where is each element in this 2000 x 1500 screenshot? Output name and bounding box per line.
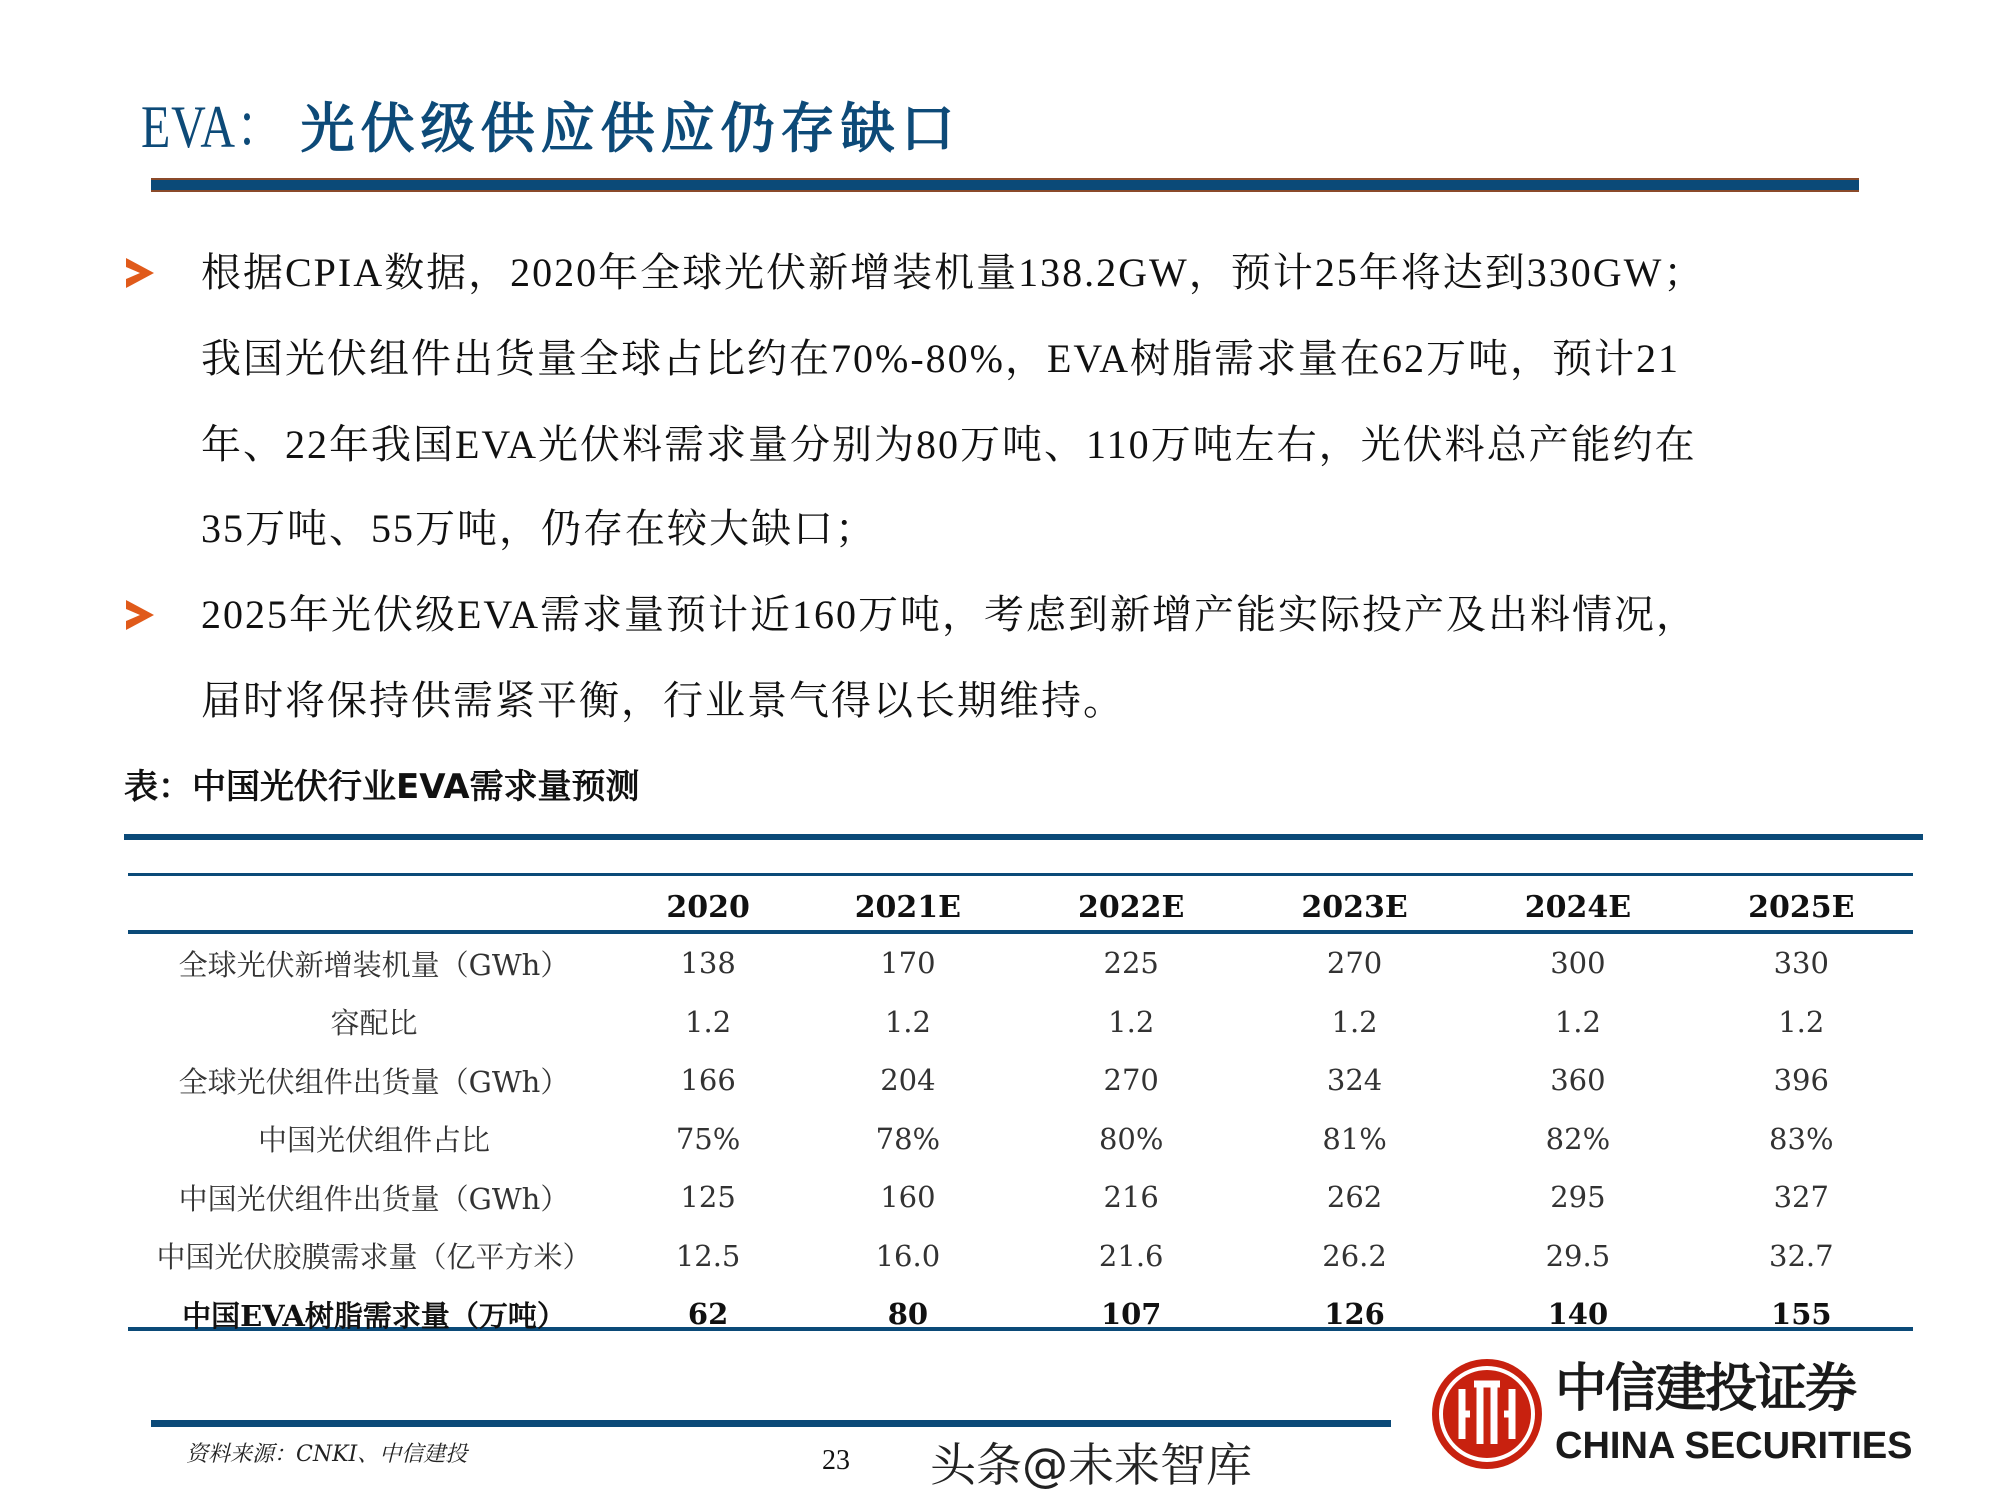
row-label: 中国EVA树脂需求量（万吨） <box>182 1298 566 1333</box>
table-cell: 262 <box>1326 1180 1383 1215</box>
table-cell: 78% <box>875 1121 941 1156</box>
table-cell: 155 <box>1771 1297 1832 1332</box>
table-cell: 12.5 <box>675 1238 741 1273</box>
table-cell: 32.7 <box>1769 1238 1834 1273</box>
table-row <box>128 1051 1913 1110</box>
logo-name-en: CHINA SECURITIES <box>1555 1425 1913 1467</box>
title-main: 光伏级供应供应仍存缺口 <box>300 97 961 160</box>
row-label: 全球光伏组件出货量（GWh） <box>178 1064 570 1099</box>
header-cell <box>128 880 620 934</box>
table-cell: 270 <box>1103 1063 1159 1098</box>
table-cell: 327 <box>1773 1180 1829 1215</box>
table-cell: 300 <box>1550 946 1606 981</box>
table-cell: 295 <box>1550 1180 1606 1215</box>
footer-divider <box>151 1420 1391 1427</box>
bullet-arrow-icon <box>126 600 154 630</box>
bullet-1-line-1: 根据CPIA数据，2020年全球光伏新增装机量138.2GW，预计25年将达到330GW； <box>201 250 1706 295</box>
table-row <box>128 1285 1913 1344</box>
table-cell: 62 <box>687 1297 729 1332</box>
row-label: 中国光伏组件出货量（GWh） <box>178 1181 570 1216</box>
title-prefix: EVA： <box>141 94 285 160</box>
table-row <box>128 934 1913 993</box>
table-cell: 81% <box>1322 1121 1387 1156</box>
table-row <box>128 1110 1913 1169</box>
header-cell: 2021E <box>854 889 962 925</box>
table-cell: 1.2 <box>1554 1004 1601 1039</box>
table-header-row <box>128 880 1913 934</box>
header-cell: 2025E <box>1748 889 1855 925</box>
logo-name-cn: 中信建投证券 <box>1555 1358 1856 1419</box>
table-cell: 324 <box>1326 1063 1383 1098</box>
bullet-2-line-2: 届时将保持供需紧平衡，行业景气得以长期维持。 <box>201 678 1125 723</box>
caption-divider <box>124 834 1923 840</box>
table-top-rule <box>128 873 1913 876</box>
table-cell: 26.2 <box>1322 1238 1387 1273</box>
table-cell: 75% <box>675 1121 741 1156</box>
table-cell: 107 <box>1100 1297 1162 1332</box>
watermark: 头条@未来智库 <box>930 1438 1252 1492</box>
table-cell: 330 <box>1773 946 1829 981</box>
bullet-arrow-icon <box>126 258 154 288</box>
citic-logo-icon <box>1432 1359 1542 1469</box>
header-cell: 2022E <box>1078 889 1185 925</box>
bullet-1-line-4: 35万吨、55万吨，仍存在较大缺口； <box>201 506 877 551</box>
table-row <box>128 993 1913 1052</box>
row-label: 中国光伏胶膜需求量（亿平方米） <box>156 1240 592 1275</box>
table-cell: 138 <box>680 946 736 981</box>
page-title <box>141 92 961 164</box>
table-cell: 82% <box>1545 1121 1611 1156</box>
table-row <box>128 1168 1913 1227</box>
row-label: 全球光伏新增装机量（GWh） <box>178 947 570 982</box>
table-cell: 16.0 <box>875 1238 941 1273</box>
bullet-1-line-3: 年、22年我国EVA光伏料需求量分别为80万吨、110万吨左右，光伏料总产能约在 <box>201 422 1697 467</box>
table-cell: 1.2 <box>884 1004 931 1039</box>
bullet-2-line-1: 2025年光伏级EVA需求量预计近160万吨，考虑到新增产能实际投产及出料情况， <box>201 592 1699 637</box>
table-caption: 表：中国光伏行业EVA需求量预测 <box>124 767 640 807</box>
row-label: 容配比 <box>330 1006 418 1041</box>
eva-demand-table <box>128 880 1913 1344</box>
table-cell: 29.5 <box>1545 1238 1611 1273</box>
table-cell: 166 <box>680 1063 736 1098</box>
title-divider <box>151 178 1859 192</box>
table-cell: 21.6 <box>1098 1238 1164 1273</box>
table-cell: 160 <box>880 1180 936 1215</box>
table-cell: 1.2 <box>1778 1004 1825 1039</box>
table-cell: 126 <box>1324 1297 1385 1332</box>
table-cell: 140 <box>1547 1297 1609 1332</box>
table-cell: 225 <box>1103 946 1159 981</box>
page-number: 23 <box>822 1445 850 1476</box>
table-cell: 270 <box>1326 946 1383 981</box>
bullet-1-line-2: 我国光伏组件出货量全球占比约在70%-80%，EVA树脂需求量在62万吨，预计21 <box>201 336 1681 381</box>
row-label: 中国光伏组件占比 <box>257 1123 490 1158</box>
table-cell: 83% <box>1769 1121 1834 1156</box>
header-cell: 2020 <box>666 889 750 925</box>
table-cell: 1.2 <box>685 1004 732 1039</box>
table-cell: 80 <box>887 1297 929 1332</box>
table-cell: 204 <box>880 1063 936 1098</box>
header-cell: 2023E <box>1301 889 1408 925</box>
table-cell: 216 <box>1103 1180 1159 1215</box>
source-note: 资料来源：CNKI、中信建投 <box>186 1442 468 1467</box>
header-cell: 2024E <box>1524 889 1632 925</box>
table-cell: 1.2 <box>1331 1004 1378 1039</box>
table-cell: 170 <box>880 946 936 981</box>
table-cell: 396 <box>1773 1063 1829 1098</box>
table-cell: 1.2 <box>1108 1004 1155 1039</box>
table-cell: 80% <box>1098 1121 1164 1156</box>
table-cell: 125 <box>680 1180 736 1215</box>
table-cell: 360 <box>1550 1063 1606 1098</box>
table-row <box>128 1227 1913 1286</box>
